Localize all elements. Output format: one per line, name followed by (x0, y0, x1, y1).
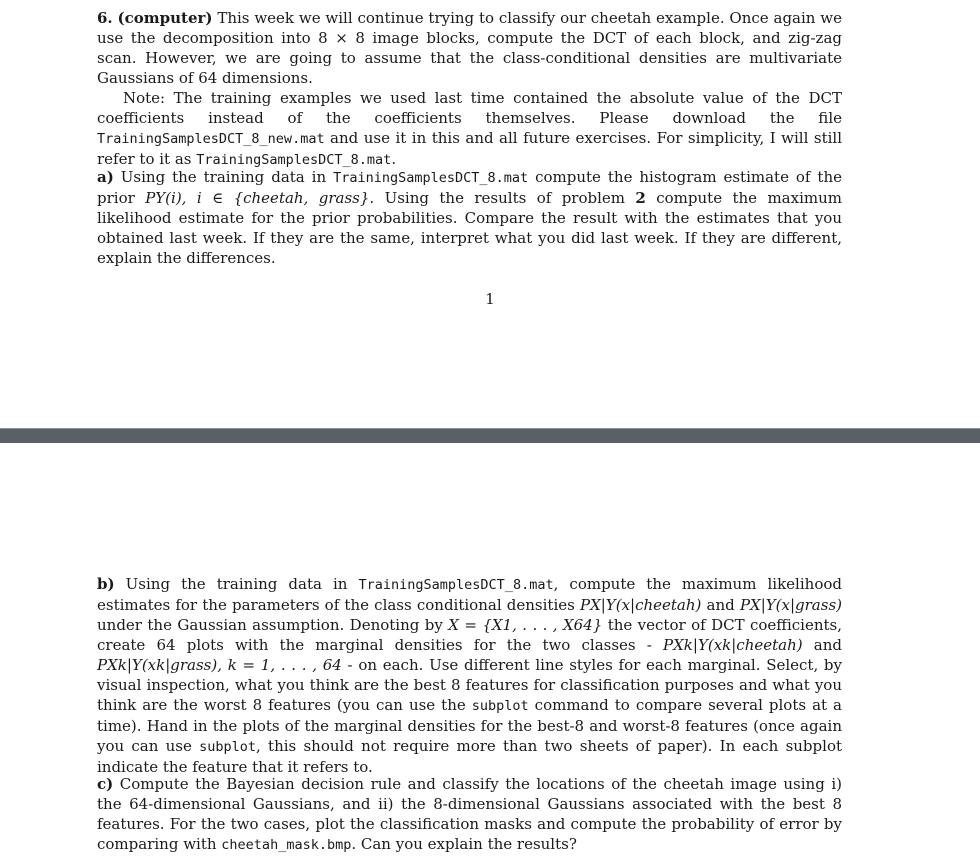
part-b-text-5: the vector of DCT coefficients, create 64 plots with the marginal densities for the two classes - (97, 616, 842, 654)
note-paragraph (97, 88, 842, 170)
part-c-label: c) (97, 775, 114, 793)
part-b-text-4: under the Gaussian assumption. Denoting by (97, 616, 449, 634)
part-a-text-4: compute the maximum likelihood estimate for the prior probabilities. Compare the result with the estimates that you obtained last week. If they are the same, interpret what you did last week. If they are different, explain the differences. (97, 189, 842, 267)
part-b-text-3: and (701, 596, 740, 614)
part-b-label: b) (97, 575, 115, 593)
part-b-text-2: , compute the maximum likelihood estimates for the parameters of the class conditional densities (97, 575, 842, 614)
part-a-paragraph (97, 167, 842, 268)
part-b-math-x: X = {X1, . . . , X64} (448, 616, 603, 634)
part-b-math-p3: PXk|Y(xk|cheetah) (663, 636, 803, 654)
part-b-text-8: command to compare several plots at a time). Hand in the plots of the marginal densities for the best-8 and worst-8 features (once again you can use (97, 696, 842, 755)
note-text-1: Note: The training examples we used last time contained the absolute value of the DCT coefficients instead of the coefficients themselves. Please download the file (97, 89, 842, 127)
part-b-math-p1: PX|Y(x|cheetah) (579, 596, 702, 614)
part-c-text-1: Compute the Bayesian decision rule and classify the locations of the cheetah image using i) the 64-dimensional Gaussians, and ii) the 8-dimensional Gaussians associated with the best 8 features. For the two cases, plot the classification masks and compute the probability of error by comparing with (97, 775, 842, 853)
problem-tag: (computer) (117, 9, 213, 27)
part-a-label: a) (97, 168, 114, 186)
problem-text: This week we will continue trying to classify our cheetah example. Once again we use the decomposition into 8 × 8 image blocks, compute the DCT of each block, and zig-zag scan. However, we are going to assume that the class-conditional densities are multivariate Gaussians of 64 dimensions. (97, 9, 842, 87)
part-b-math-p4: PXk|Y(xk|grass), k = 1, . . . , 64 (97, 656, 342, 674)
part-a-text-3: . Using the results of problem (369, 189, 636, 207)
part-b-cmd-subplot-1: subplot (471, 698, 529, 714)
page-number: 1 (485, 290, 495, 308)
page-1 (0, 0, 980, 428)
part-a-problem-ref: 2 (635, 189, 646, 207)
part-b-text-9: , this should not require more than two sheets of paper). In each subplot indicate the feature that it refers to. (97, 737, 842, 776)
part-b-text-6: and (802, 636, 842, 654)
part-a-math-prior: PY(i), i ∈ {cheetah, grass} (145, 189, 370, 207)
page-separator (0, 428, 980, 443)
part-a-text-1: Using the training data in (113, 168, 334, 186)
part-b-cmd-subplot-2: subplot (199, 739, 257, 755)
note-text-3: . (391, 150, 397, 168)
part-a-file: TrainingSamplesDCT_8.mat (333, 170, 529, 186)
part-b-paragraph (97, 574, 842, 777)
problem-number: 6. (97, 9, 113, 27)
part-b-math-p2: PX|Y(x|grass) (739, 596, 842, 614)
problem-statement (97, 8, 842, 88)
part-c-paragraph (97, 774, 842, 855)
file-name-old: TrainingSamplesDCT_8.mat (196, 152, 392, 168)
part-a-text-2: compute the histogram estimate of the prior (97, 168, 842, 207)
part-c-text-2: . Can you explain the results? (351, 835, 577, 853)
file-name-new: TrainingSamplesDCT_8_new.mat (97, 131, 325, 147)
page-2 (0, 443, 980, 859)
part-c-file: cheetah_mask.bmp (221, 837, 352, 853)
part-b-file: TrainingSamplesDCT_8.mat (358, 577, 554, 593)
part-b-text-1: Using the training data in (114, 575, 359, 593)
part-b-text-7: - on each. Use different line styles for each marginal. Select, by visual inspection, what you think are the best 8 features for classification purposes and what you think are the worst 8 features (you can use the (97, 656, 842, 714)
note-text-2: and use it in this and all future exercises. For simplicity, I will still refer to it as (97, 129, 842, 168)
